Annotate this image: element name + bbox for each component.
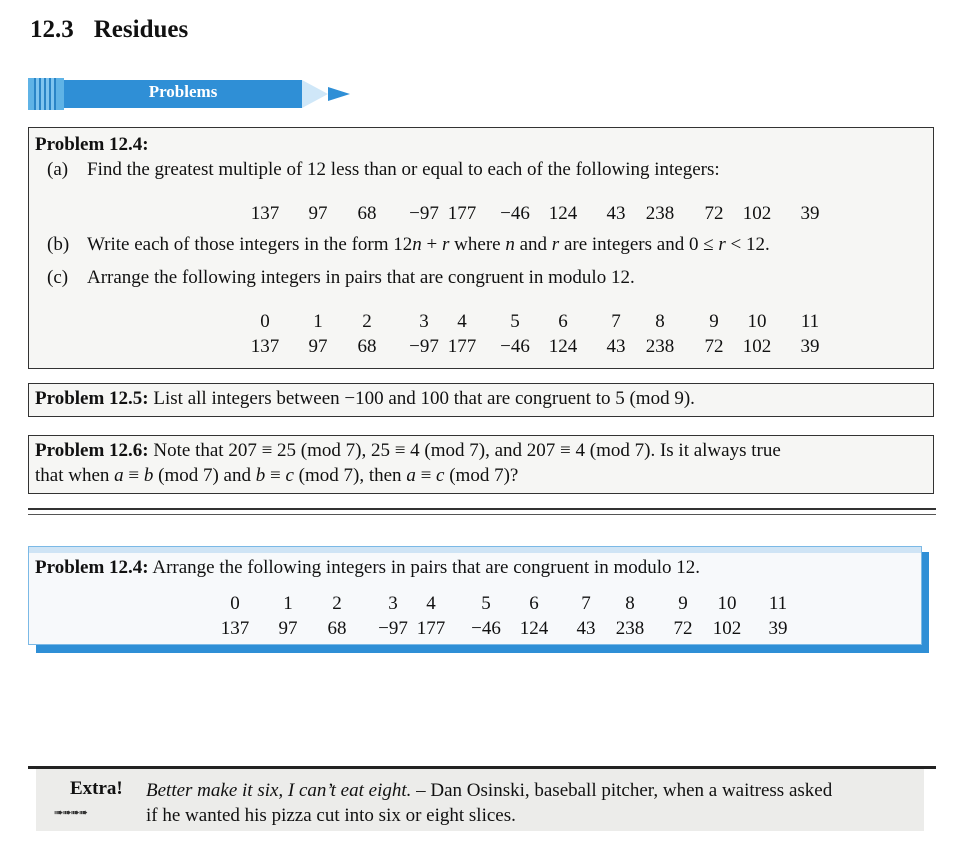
integer-value: 72 (704, 336, 724, 357)
part-b-seg: where (449, 234, 506, 255)
indices-row-repeat (29, 593, 921, 617)
integer-value: 68 (357, 336, 377, 357)
integer-value: −46 (500, 336, 530, 357)
integer-value: 238 (645, 336, 675, 357)
problem-12-4-repeat-title: Problem 12.4: (35, 557, 149, 578)
part-b-seg: are integers and 0 ≤ (559, 234, 719, 255)
seg: (mod 7), then (293, 465, 407, 486)
problem-12-4-repeat-box (28, 546, 922, 645)
integer-value: 72 (704, 203, 724, 224)
pencil-lead-icon (328, 87, 350, 101)
index-value: 8 (625, 593, 635, 614)
integer-value: −46 (500, 203, 530, 224)
integer-value: −97 (409, 203, 439, 224)
problem-12-5-box (28, 383, 934, 417)
integer-value: 43 (606, 336, 626, 357)
index-value: 6 (558, 311, 568, 332)
part-b-seg: Write each of those integers in the form 12 (87, 234, 413, 255)
index-value: 10 (717, 593, 737, 614)
index-value: 0 (230, 593, 240, 614)
problems-banner-label: Problems (148, 82, 218, 101)
box-top-bar (29, 547, 921, 553)
part-b-text (87, 234, 770, 256)
integer-value: 39 (800, 336, 820, 357)
var-r: r (718, 234, 726, 255)
pencil-wood-tip (302, 80, 328, 108)
problem-12-4-box (28, 127, 934, 369)
integer-value: 39 (768, 618, 788, 639)
var-c: c (285, 465, 294, 486)
var-r: r (442, 234, 450, 255)
quote-italic: Better make it six, I can’t eat eight. (146, 780, 412, 801)
var-a: a (114, 465, 124, 486)
index-value: 3 (388, 593, 398, 614)
section-divider (28, 508, 936, 510)
integer-value: 102 (742, 336, 772, 357)
index-value: 6 (529, 593, 539, 614)
index-value: 9 (678, 593, 688, 614)
integers-row-a (29, 203, 933, 227)
integer-value: 43 (606, 203, 626, 224)
index-value: 4 (457, 311, 467, 332)
part-c-label: (c) (47, 267, 69, 288)
part-a-text: Find the greatest multiple of 12 less than or equal to each of the following integers: (87, 159, 720, 180)
part-b-seg: + (421, 234, 443, 255)
integer-value: 102 (712, 618, 742, 639)
integer-value: 97 (308, 203, 328, 224)
pencil-stripes (34, 78, 56, 110)
index-value: 7 (611, 311, 621, 332)
seg: ≡ (415, 465, 437, 486)
seg: ≡ (123, 465, 144, 486)
problem-12-4-title: Problem 12.4: (35, 134, 149, 155)
extra-quote (146, 778, 926, 828)
var-b: b (143, 465, 154, 486)
index-value: 1 (283, 593, 293, 614)
index-value: 0 (260, 311, 270, 332)
seg: (mod 7) and (153, 465, 256, 486)
seg: that when (35, 465, 115, 486)
problem-12-6-line2 (35, 465, 518, 487)
index-value: 5 (481, 593, 491, 614)
section-heading (30, 16, 188, 44)
integer-value: 124 (519, 618, 549, 639)
index-value: 11 (800, 311, 820, 332)
index-value: 3 (419, 311, 429, 332)
var-b: b (255, 465, 266, 486)
integer-value: 102 (742, 203, 772, 224)
integer-value: 124 (548, 203, 578, 224)
var-c: c (436, 465, 445, 486)
index-value: 1 (313, 311, 323, 332)
var-n: n (412, 234, 422, 255)
index-value: 10 (747, 311, 767, 332)
seg: ≡ (265, 465, 286, 486)
seg: (mod 7)? (444, 465, 519, 486)
section-number: 12.3 (30, 16, 74, 43)
var-n: n (505, 234, 515, 255)
part-c-text: Arrange the following integers in pairs that are congruent in modulo 12. (87, 267, 635, 288)
quote-attribution: – Dan Osinski, baseball pitcher, when a waitress asked (411, 780, 833, 801)
integer-value: 97 (278, 618, 298, 639)
integer-value: 137 (250, 203, 280, 224)
integer-value: 177 (447, 203, 477, 224)
indices-row-c (29, 311, 933, 335)
integer-value: −97 (409, 336, 439, 357)
part-b-seg: and (514, 234, 552, 255)
index-value: 7 (581, 593, 591, 614)
integers-row-repeat (29, 618, 921, 642)
integers-row-c (29, 336, 933, 360)
index-value: 2 (362, 311, 372, 332)
problem-12-5-title: Problem 12.5: (35, 388, 149, 409)
var-r: r (551, 234, 560, 255)
part-b-seg: < 12. (725, 234, 770, 255)
integer-value: 124 (548, 336, 578, 357)
integer-value: 97 (308, 336, 328, 357)
var-a: a (406, 465, 416, 486)
problem-12-6-title: Problem 12.6: (35, 440, 149, 461)
problem-12-4-repeat-line (35, 557, 700, 579)
integer-value: 72 (673, 618, 693, 639)
extra-label: Extra! (70, 778, 123, 799)
integer-value: 238 (645, 203, 675, 224)
integer-value: −46 (471, 618, 501, 639)
problem-12-4-repeat-text: Arrange the following integers in pairs that are congruent in modulo 12. (152, 557, 701, 578)
integer-value: 177 (416, 618, 446, 639)
problems-banner (28, 78, 328, 110)
problem-12-6-text: Note that 207 ≡ 25 (mod 7), 25 ≡ 4 (mod 7), and 207 ≡ 4 (mod 7). Is it always true (153, 440, 781, 461)
problem-12-6-box (28, 435, 934, 494)
integer-value: 68 (327, 618, 347, 639)
integer-value: 177 (447, 336, 477, 357)
part-b-label: (b) (47, 234, 70, 255)
section-divider-thin (28, 514, 936, 515)
index-value: 11 (768, 593, 788, 614)
integer-value: −97 (378, 618, 408, 639)
index-value: 4 (426, 593, 436, 614)
arrows-icon: ➠➠➠➠ (54, 806, 87, 819)
problem-12-5-text: List all integers between −100 and 100 that are congruent to 5 (mod 9). (153, 388, 695, 409)
problem-12-5-line (35, 388, 695, 410)
index-value: 5 (510, 311, 520, 332)
integer-value: 39 (800, 203, 820, 224)
problem-12-6-line1 (35, 440, 781, 462)
section-title: Residues (93, 16, 189, 43)
integer-value: 137 (220, 618, 250, 639)
integer-value: 137 (250, 336, 280, 357)
part-a-label: (a) (47, 159, 69, 180)
integer-value: 68 (357, 203, 377, 224)
quote-line2: if he wanted his pizza cut into six or eight slices. (146, 805, 516, 826)
index-value: 8 (655, 311, 665, 332)
integer-value: 43 (576, 618, 596, 639)
integer-value: 238 (615, 618, 645, 639)
index-value: 9 (709, 311, 719, 332)
index-value: 2 (332, 593, 342, 614)
